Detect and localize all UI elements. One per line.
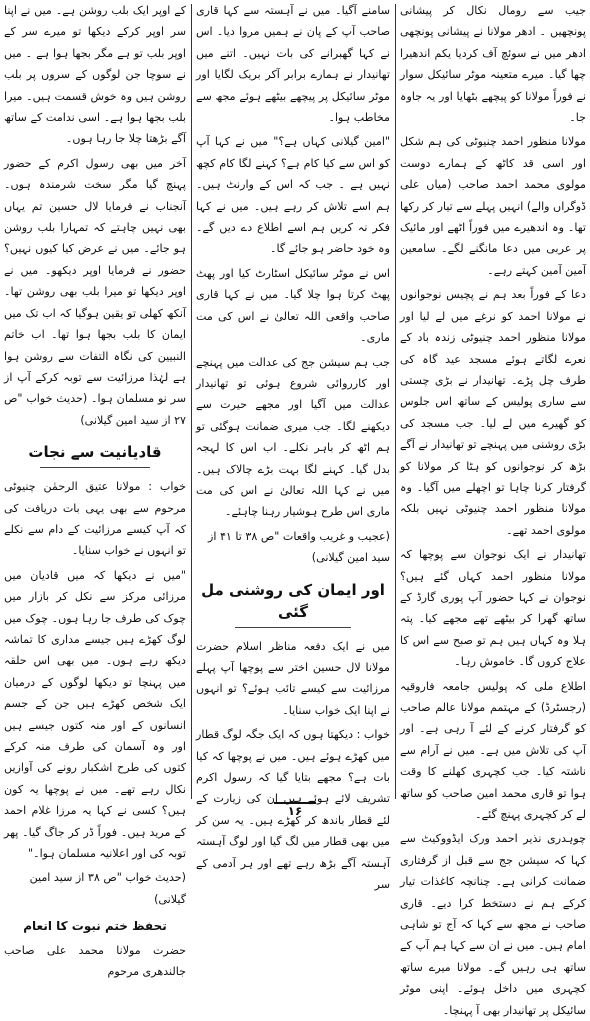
column-left	[4, 0, 186, 979]
paragraph: خواب : دیکھتا ہوں کہ ایک جگہ لوگ قطار میں کھڑے ہوئے ہیں۔ میں نے پوچھا کہ کیا بات ہے؟ مجھے بتایا گیا کہ رسول اکرم تشریف لائے ہوئے ہیں ان کی زیارت کے لئے قطار باندھ کر کھڑے ہیں۔ یہ سن کر میں بھی قطار میں لگ گیا اور لوگ آہستہ آہستہ آگے بڑھ رہے تھے اور ہر آدمی کے سر	[196, 728, 390, 892]
paragraph: "میں نے دیکھا کہ میں قادیان میں مرزائی مرکز سے نکل کر بازار میں چوک کی طرف جا رہا ہوں۔ چوک میں لوگ کھڑے ہیں جیسے مداری کا تماشہ دیکھ رہے ہوں۔ میں بھی اس حلقہ میں پہنچا تو دیکھا لوگوں کے درمیان ایک شخص کھڑے ہیں جن کے جسم انسانوں کے اور منہ کتوں جیسے ہیں اور وہ آسمان کی طرف منہ کرکے کتوں کی طرح اشکبار رونے کی آوازیں نکال رہے تھے۔ میں نے پوچھا یہ کون ہیں؟ کسی نے کہا یہ مرزا غلام احمد کے مرید ہیں۔ فوراً ڈر کر جاگ گیا۔ پھر توبہ کی اور اعلانیہ مسلمان ہوا۔"	[4, 568, 186, 861]
paragraph: مولانا منظور احمد چنیوٹی کی ہم شکل اور اسی قد کاٹھ کے ہمارے دوست مولوی محمد احمد صاحب (میاں علی ڈوگراں والے) انہیں پہلے سے تیار کر رکھا تھا۔ وہ اندھیرے میں فوراً اٹھے اور مائیک پر عربی میں دعا مانگنے لگے۔ سامعین آمین آمین کہتے رہے۔	[400, 135, 586, 277]
closing-line: حضرت مولانا محمد علی صاحب جالندھری مرحوم	[4, 943, 186, 979]
paragraph: خواب : مولانا عتیق الرحمٰن چنیوٹی مرحوم سے بھی یہی بات دریافت کی کہ آپ کیسے مرزائیت کے دام سے نکلے تو انہوں نے خواب سنایا۔	[4, 480, 186, 558]
paragraph: جب ہم سیشن جج کی عدالت میں پہنچے اور کارروائی شروع ہوئی تو تھانیدار عدالت میں آگیا اور مجھے حیرت سے دیکھنے لگا۔ جب میری ضمانت ہوگئی تو ہم اٹھ کر باہر نکلے۔ اب اس کا لہجہ بدل گیا۔ کہنے لگا بہت بڑے چالاک ہیں۔ میں نے کہا اللہ تعالیٰ نے اس کی مت ماری اس طرح ہوشیار رہنا چاہئے۔	[196, 355, 390, 519]
section-heading-text: قادیانیت سے نجات	[28, 443, 162, 462]
column-divider	[191, 4, 192, 799]
citation: (عجیب و غریب واقعات "ص ۳۸ تا ۴۱ از سید امین گیلانی)	[207, 529, 390, 565]
section-heading-text: اور ایمان کی روشنی مل گئی	[201, 580, 385, 621]
citation: (حدیث خواب "ص ۳۸ از سید امین گیلانی)	[29, 871, 186, 906]
page-number	[0, 802, 590, 819]
paragraph: جیب سے رومال نکال کر پیشانی پونچھیں ۔ ادھر مولانا نے پیشانی پونچھی ادھر میں نے سوئچ آف کردیا یکم اندھیرا چھا گیا۔ میرے متعینہ موٹر سائیکل سوار نے فوراً مولانا کو پیچھے بٹھایا اور یہ جاوہ جا۔	[400, 4, 586, 125]
heading-underline	[235, 627, 351, 628]
section-heading	[196, 579, 390, 628]
page-number-text: ۱۶	[274, 802, 317, 819]
paragraph: اس نے موٹر سائیکل اسٹارٹ کیا اور پھٹ پھٹ کرتا ہوا چلا گیا۔ میں نے کہا قاری صاحب واقعی اللہ تعالیٰ نے اس کی مت ماری۔	[196, 266, 390, 345]
paragraph: چوہدری نذیر احمد ورک ایڈووکیٹ سے کہا کہ سیشن جج سے قبل از گرفتاری ضمانت کرانی ہے۔ چنانچہ کاغذات تیار کرکے ہم نے دستخط کرا دیے۔ قاری صاحب نے مجھ سے کہا کہ آج تو شاہی امام ہیں۔ میں نے ان سے کہا ہم آپ کے ساتھ ہی رہیں گے۔ مولانا میرے ساتھ کچہری میں داخل ہوئے۔ اپنی موٹر سائیکل پر تھانیدار بھی آ پہنچا۔	[400, 832, 586, 1017]
heading-underline	[40, 467, 149, 468]
paragraph: آخر میں بھی رسول اکرم کے حضور پہنچ گیا مگر سخت شرمندہ ہوں۔ آنجناب نے فرمایا لال حسین تم یہاں بھی نہیں چاہتے کہ تمہارا بلب روشن ہو جائے۔ میں نے عرض کیا کیوں نہیں؟ حضور نے فرمایا اوپر دیکھو۔ میں نے اوپر دیکھا تو میرا بلب بھی روشن تھا۔ آنکھ کھلی تو یقین ہوگیا کہ اب تک میں ایمان کا بلب بجھا ہوا تھا۔ اب خاتم النبیین کی نگاہ التفات سے روشن ہوا ہے لہٰذا مرزائیت سے توبہ کرکے آپ از سر نو مسلمان ہوا۔ (حدیث خواب "ص ۲۷ از سید امین گیلانی)	[4, 156, 186, 427]
paragraph: اطلاع ملی کہ پولیس جامعہ فاروقیہ (رجسٹرڈ) کے مہتمم مولانا عالم صاحب کو گرفتار کرنے کے لئے آ رہی ہے۔ اور آپ کی تلاش میں ہے۔ میں نے آرام سے ناشتہ کیا۔ جب کچہری کھلنے کا وقت ہوا تو قاری محمد امین صاحب کو ساتھ لے کر کچہری پہنچ گئے۔	[400, 679, 586, 822]
paragraph: سامنے آگیا۔ میں نے آہستہ سے کہا قاری صاحب آپ کے پان نے ہمیں مروا دیا۔ اس نے کہا گھبرانے کی بات نہیں۔ اتنے میں تھانیدار نے ہمارے برابر آکر بریک لگایا اور موٹر سائیکل پر پیچھے بیٹھے ہوئے مجھ سے مخاطب ہوا۔	[196, 4, 390, 125]
section-heading	[4, 441, 186, 468]
paragraph: دعا کے فوراً بعد ہم نے پچیس نوجوانوں نے مولانا احمد کو نرغے میں لے لیا اور مولانا منظور احمد چنیوٹی زندہ باد کے نعرے لگاتے ہوئے مسجد عید گاہ کی طرف چل پڑے۔ تھانیدار نے بڑی چستی سے ساری پولیس کے ساتھ اس جلوس کو گھیرے میں لے لیا۔ جب مسجد کی بڑی روشنی میں پہنچے تو تھانیدار نے آگے بڑھ کر نوجوانوں کو ہٹا کر مولانا کو گرفتار کرنا چاہا تو اچھلے میں آگیا۔ وہ مولانا منظور احمد چنیوٹی نہیں بلکہ مولوی احمد تھے۔	[400, 288, 586, 537]
column-divider	[395, 4, 396, 799]
sub-heading: تحفظ ختم نبوت کا انعام	[23, 919, 167, 934]
paragraph: "امین گیلانی کہاں ہے؟" میں نے کہا آپ کو اس سے کیا کام ہے؟ کہنے لگا کام کچھ نہیں ہے ۔ جب کہ اس کے وارنٹ ہیں۔ ہم اسے تلاش کر رہے ہیں۔ میں نے کہا فکر نہ کریں ہم اسے اطلاع دے دیں گے۔ وہ خود حاضر ہو جائے گا۔	[196, 135, 390, 256]
column-right	[400, 0, 586, 1017]
paragraph: میں نے ایک دفعہ مناظر اسلام حضرت مولانا لال حسین اختر سے پوچھا آپ پہلے مرزائیت سے کیسے تائب ہوئے؟ تو انہوں نے اپنا ایک خواب سنایا۔	[196, 639, 390, 717]
paragraph: کے اوپر ایک بلب روشن ہے۔ میں نے اپنا سر اوپر کرکے دیکھا تو میرے سر کے اوپر بلب تو ہے مگر بجھا ہوا ہے ۔ میں نے سوچا جن لوگوں کے سروں پر بلب روشن ہیں وہ خوش قسمت ہیں۔ میرا بلب بجھا ہوا ہے۔ اسی ندامت کے ساتھ آگے بڑھتا چلا جا رہا ہوں۔	[4, 4, 186, 146]
paragraph: تھانیدار نے ایک نوجوان سے پوچھا کہ مولانا منظور احمد کہاں گئے ہیں؟ نوجوان نے کہا حضور آپ پوری گارڈ کے ساتھ گھرا کر بیٹھے تھے مجھے کیا۔ پتہ ہلا وہ کہاں ہیں ہم تو صبح سے اس کا علاج کروں گا۔ خاموش رہا۔	[400, 548, 586, 669]
